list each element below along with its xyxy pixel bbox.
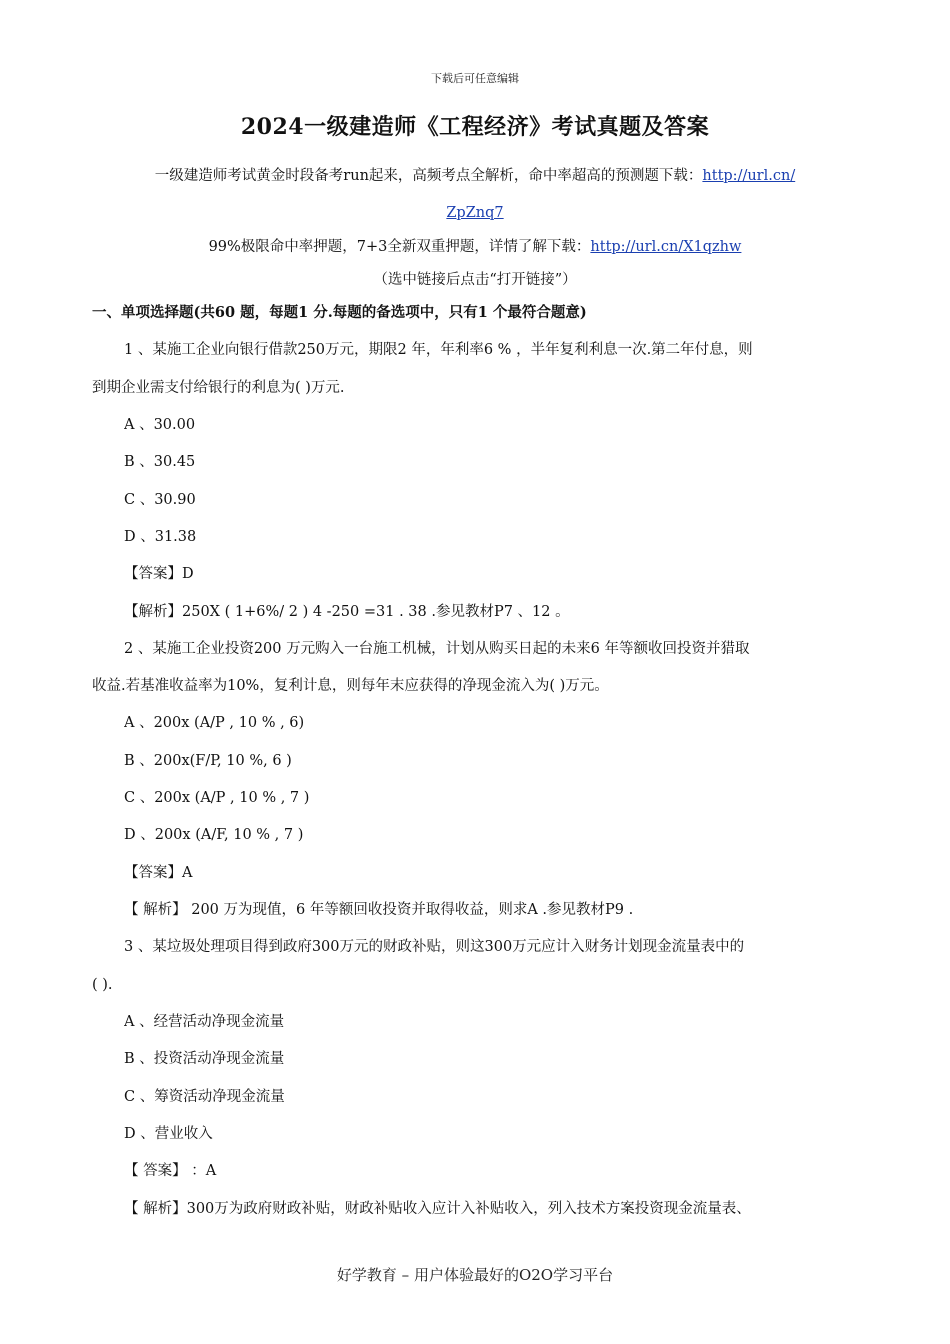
question-3-stem-cont: ( ). [92, 977, 113, 993]
question-1-stem: 1 、某施工企业向银行借款250万元，期限2 年，年利率6 % ，半年复利利息一次.第二年付息，则 [124, 342, 753, 358]
intro-text-3: 99%极限命中率押题，7+3全新双重押题，详情了解下载： [208, 239, 591, 255]
question-1-analysis: 【解析】250X ( 1+6%/ 2 ) 4 -250 =31 . 38 .参见教材P7 、12 。 [124, 604, 570, 620]
question-2-stem: 2 、某施工企业投资200 万元购入一台施工机械，计划从购买日起的未来6 年等额收回投资并猎取 [124, 641, 750, 657]
prediction-download-link[interactable]: http://url.cn/ [702, 168, 796, 184]
question-2-option-c: C 、200x (A/P , 10 % , 7 ) [124, 790, 310, 806]
question-1-option-d: D 、31.38 [124, 529, 197, 545]
question-3-option-d: D 、营业收入 [124, 1126, 213, 1142]
header-note: 下载后可任意编辑 [431, 72, 519, 85]
page-footer: 好学教育 – 用户体验最好的O2O学习平台 [336, 1266, 614, 1284]
question-1-option-b: B 、30.45 [124, 454, 196, 470]
question-1-option-c: C 、30.90 [124, 492, 196, 508]
question-2-analysis: 【 解析】 200 万为现值，6 年等额回收投资并取得收益，则求A .参见教材P9 . [124, 902, 634, 918]
question-1-answer: 【答案】D [124, 566, 194, 582]
question-3-answer: 【 答案】 ：A [124, 1163, 217, 1179]
question-2-option-b: B 、200x(F/P, 10 %, 6 ) [124, 753, 292, 769]
question-3-option-c: C 、筹资活动净现金流量 [124, 1089, 285, 1105]
question-3-option-b: B 、投资活动净现金流量 [124, 1051, 285, 1067]
intro-line-3 [0, 237, 950, 257]
question-1-stem-cont: 到期企业需支付给银行的利息为( )万元. [92, 380, 345, 396]
section-heading: 一、单项选择题(共60 题，每题1 分.每题的备选项中，只有1 个最符合题意) [92, 304, 587, 321]
intro-note: （选中链接后点击“打开链接”） [373, 272, 577, 288]
question-3-analysis: 【 解析】300万为政府财政补贴，财政补贴收入应计入补贴收入，列入技术方案投资现金流量表、 [124, 1201, 751, 1217]
intro-line-2 [0, 203, 950, 223]
document-title: 2024一级建造师《工程经济》考试真题及答案 [240, 114, 710, 140]
question-2-answer: 【答案】A [124, 865, 193, 881]
exam-tips-download-link[interactable]: http://url.cn/X1qzhw [590, 239, 742, 255]
question-2-stem-cont: 收益.若基准收益率为10%，复利计息，则每年末应获得的净现金流入为( )万元。 [92, 678, 609, 694]
intro-text-1: 一级建造师考试黄金时段备考run起来，高频考点全解析，命中率超高的预测题下载： [154, 168, 703, 184]
question-3-stem: 3 、某垃圾处理项目得到政府300万元的财政补贴，则这300万元应计入财务计划现金流量表中的 [124, 939, 745, 955]
prediction-download-link-continued[interactable]: ZpZnq7 [446, 205, 504, 221]
intro-line-1 [0, 166, 950, 186]
question-3-option-a: A 、经营活动净现金流量 [124, 1014, 285, 1030]
question-2-option-a: A 、200x (A/P , 10 % , 6) [124, 715, 305, 731]
question-1-option-a: A 、30.00 [124, 417, 196, 433]
question-2-option-d: D 、200x (A/F, 10 % , 7 ) [124, 827, 304, 843]
